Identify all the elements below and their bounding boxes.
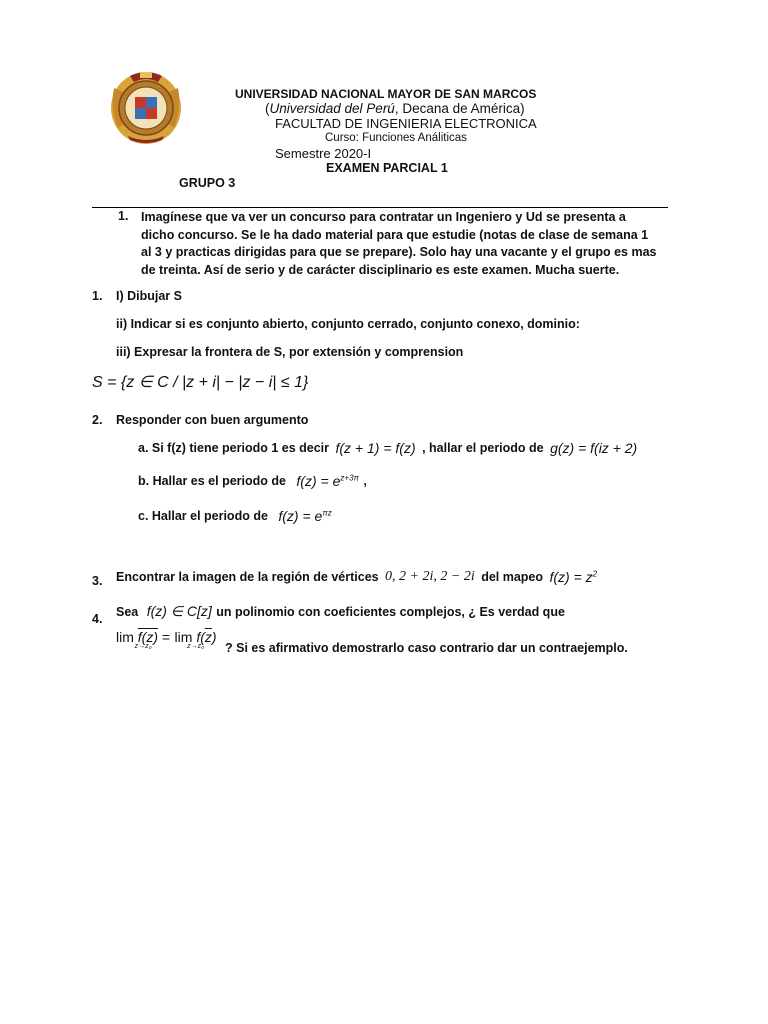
intro-number: 1. [118, 209, 129, 223]
university-subtitle [265, 101, 525, 116]
q2c-math-exp: πz [322, 508, 332, 518]
university-name: UNIVERSIDAD NACIONAL MAYOR DE SAN MARCOS [235, 87, 537, 101]
q4-lim-right [175, 629, 217, 650]
q4-rhs-close: ) [211, 629, 217, 645]
q2-part-a [138, 439, 637, 457]
q4-lim-word-right: lim [174, 629, 193, 645]
intro-paragraph: Imagínese que va ver un concurso para contratar un Ingeniero y Ud se presenta a dicho concurso. Se le ha dado material para que estudie (notas de clase de semana 1 al 3 y practicas dirigidas para que se prepare). Solo hay una vacante y el grupo es mas de treinta. Así de serio y de carácter disciplinario es este examen. Mucha suerte. [141, 210, 657, 277]
subtitle-rest: , Decana de América) [394, 101, 525, 116]
q2-number: 2. [92, 413, 103, 427]
q2b-math-exp: z+3π [340, 473, 359, 483]
q3-map-base: f(z) = z [549, 568, 593, 585]
q2a-text1: a. Si f(z) tiene periodo 1 es decir [138, 440, 330, 455]
q2b-comma: , [363, 473, 367, 488]
q2-part-c [138, 507, 332, 525]
q4-lim-sub-right: z→z₀ [187, 643, 205, 650]
q4-text3: ? Si es afirmativo demostrarlo caso contrario dar un contraejemplo. [225, 641, 628, 655]
q2c-text: c. Hallar el periodo de [138, 508, 268, 523]
q3-vertices: 0, 2 + 2i, 2 − 2i [385, 568, 475, 584]
group-label: GRUPO 3 [179, 176, 236, 190]
semester: Semestre 2020-I [275, 146, 372, 161]
exam-title: EXAMEN PARCIAL 1 [326, 161, 448, 175]
q4-text2: un polinomio con coeficientes complejos, ¿ Es verdad que [216, 604, 565, 619]
q4-line1 [116, 603, 565, 621]
q2a-math1: f(z + 1) = f(z) [335, 439, 416, 456]
q3-text1: Encontrar la imagen de la región de vértices [116, 569, 379, 584]
q2a-text2: , hallar el periodo de [422, 440, 544, 455]
q4-text1: Sea [116, 604, 139, 619]
q4-rhs-f: f( [196, 629, 205, 645]
q3-line [116, 568, 597, 586]
q3-number: 3. [92, 574, 103, 588]
q1-part-ii: ii) Indicar si es conjunto abierto, conjunto cerrado, conjunto conexo, dominio: [116, 317, 580, 331]
q4-lim-word-left: lim [116, 629, 134, 645]
q4-lim-left [116, 629, 170, 650]
q4-eq: = [158, 629, 171, 645]
q4-rhs-z: $\overline{z}$ [204, 629, 212, 645]
subtitle-italic: Universidad del Perú [269, 101, 395, 116]
faculty-name: FACULTAD DE INGENIERIA ELECTRONICA [275, 116, 537, 131]
q4-poly: f(z) ∈ C[z] [146, 603, 212, 620]
q4-lhs-f: f(z) [137, 629, 158, 645]
q2a-math2: g(z) = f(iz + 2) [550, 439, 638, 456]
q1-part-i: I) Dibujar S [116, 289, 182, 303]
q2-part-b [138, 472, 367, 490]
university-seal-logo [108, 66, 184, 146]
q4-line2 [116, 629, 628, 655]
q4-lim-sub-left: z→z₀ [134, 643, 152, 650]
q1-part-iii: iii) Expresar la frontera de S, por extensión y comprension [116, 345, 464, 359]
q2b-text: b. Hallar es el periodo de [138, 473, 286, 488]
q1-number: 1. [92, 289, 103, 303]
q1-set-definition: S = {z ∈ C / |z + i| − |z − i| ≤ 1} [92, 374, 309, 391]
q3-text2: del mapeo [481, 569, 544, 584]
q2-title: Responder con buen argumento [116, 413, 309, 427]
q3-map-exp: 2 [592, 569, 598, 579]
q2c-math-base: f(z) = e [278, 507, 323, 524]
q2b-math-base: f(z) = e [296, 472, 341, 489]
q4-number: 4. [92, 612, 103, 626]
header-divider [92, 207, 668, 208]
subtitle-open: ( [265, 101, 270, 116]
course-name: Curso: Funciones Análiticas [325, 132, 467, 144]
